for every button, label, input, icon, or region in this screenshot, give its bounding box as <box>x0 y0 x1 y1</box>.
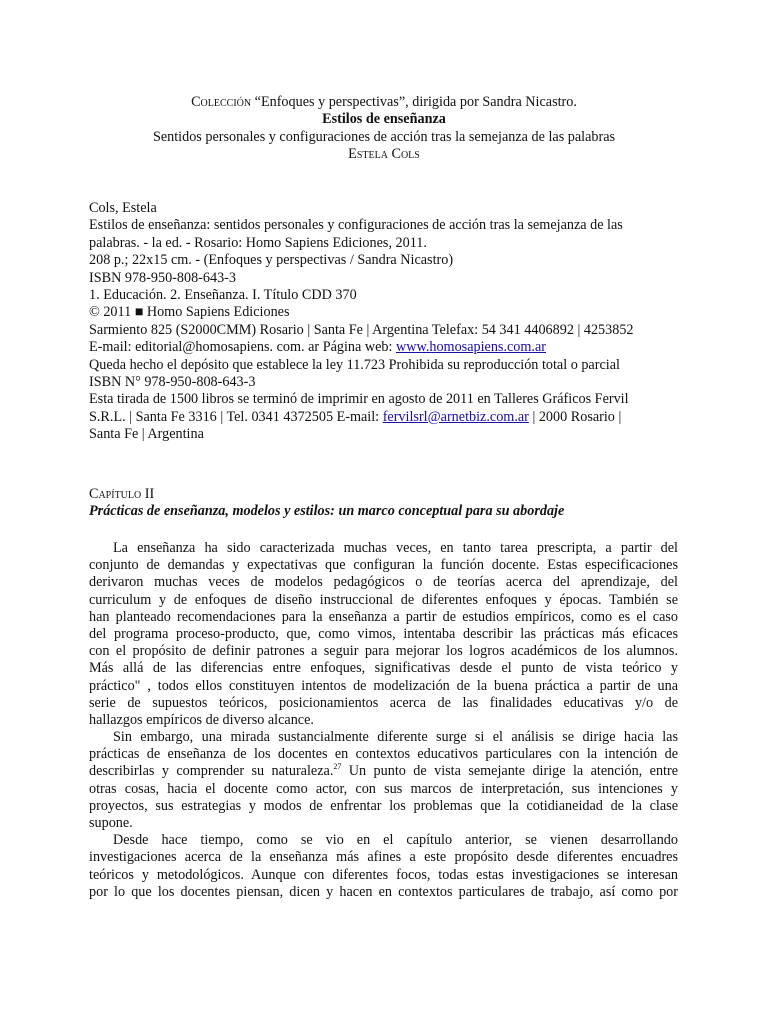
body-text-segment: Un punto de vista semejante dirige la atención, entre <box>341 763 679 780</box>
body-text-segment: describirlas y comprender su naturaleza. <box>89 763 334 780</box>
body-line: serie de supuestos teóricos, posicionamientos acerca de las finalidades educativas y/o de <box>89 694 678 711</box>
cip-line: ISBN N° 978-950-808-643-3 <box>89 374 256 391</box>
cip-line: Queda hecho el depósito que establece la ley 11.723 Prohibida su reproducción total o parcial <box>89 356 620 373</box>
chapter-label: Capítulo II <box>89 486 155 502</box>
cip-line: Cols, Estela <box>89 200 157 216</box>
body-line: conjunto de demandas y expectativas que configuran la función docente. Estas especificaciones <box>89 557 678 574</box>
cip-line <box>89 339 689 356</box>
book-author: Estela Cols <box>348 145 420 162</box>
book-subtitle: Sentidos personales y configuraciones de acción tras la semejanza de las palabras <box>152 128 616 145</box>
body-line: La enseñanza ha sido caracterizada muchas veces, en tanto tarea prescripta, a partir del <box>113 540 678 556</box>
collection-label: Colección <box>191 94 252 110</box>
body-line: han planteado recomendaciones para la enseñanza a partir de estudios empíricos, como es el caso <box>89 608 678 625</box>
body-line: Sin embargo, una mirada sustancialmente diferente surge si el análisis se dirige hacia las <box>113 729 678 746</box>
body-line: práctico" , todos ellos constituyen intentos de modelización de la buena práctica a partir de una <box>89 677 678 694</box>
website-link[interactable]: www.homosapiens.com.ar <box>396 339 546 356</box>
body-line: prácticas de enseñanza de los docentes en contextos educativos particulares con la intención de <box>89 746 678 763</box>
body-line: derivaron muchas veces de modelos pedagógicos o de teorías acerca del aprendizaje, del <box>89 574 678 591</box>
cip-line: Esta tirada de 1500 libros se terminó de imprimir en agosto de 2011 en Talleres Gráficos Fervil <box>89 391 629 408</box>
body-line: investigaciones acerca de la enseñanza más afines a este propósito desde diferentes encuadres <box>89 849 678 866</box>
body-line <box>89 763 678 780</box>
email-text: E-mail: editorial@homosapiens. com. ar Página web: <box>89 339 396 356</box>
book-title: Estilos de enseñanza <box>322 111 446 128</box>
cip-line: Estilos de enseñanza: sentidos personales y configuraciones de acción tras la semejanza de las <box>89 217 623 234</box>
collection-line <box>0 94 768 111</box>
footnote-marker[interactable]: 27 <box>333 762 342 772</box>
address-text: | 2000 Rosario | <box>528 408 622 425</box>
cip-line: palabras. - la ed. - Rosario: Homo Sapiens Ediciones, 2011. <box>89 234 427 251</box>
collection-text: “Enfoques y perspectivas”, dirigida por Sandra Nicastro. <box>251 94 577 110</box>
chapter-subtitle: Prácticas de enseñanza, modelos y estilos: un marco conceptual para su abordaje <box>89 503 565 520</box>
address-text: S.R.L. | Santa Fe 3316 | Tel. 0341 4372505 E-mail: <box>89 408 383 425</box>
cip-line: ISBN 978-950-808-643-3 <box>89 269 236 286</box>
body-line: por lo que los docentes piensan, dicen y hacen en contextos particulares de trabajo, así como por <box>89 883 678 900</box>
cip-line: 1. Educación. 2. Enseñanza. I. Título CDD 370 <box>89 287 357 304</box>
catalog-record <box>89 200 689 444</box>
cip-line: Santa Fe | Argentina <box>89 426 204 443</box>
body-line: Más allá de las diferencias entre enfoques, significativas desde el punto de vista teórico y <box>89 660 678 677</box>
body-line: Desde hace tiempo, como se vio en el capítulo anterior, se vienen desarrollando <box>113 832 678 849</box>
cip-line: 208 p.; 22x15 cm. - (Enfoques y perspectivas / Sandra Nicastro) <box>89 252 454 269</box>
body-line: teóricos y metodológicos. Aunque con diferentes focos, todas estas investigaciones se interesan <box>89 866 678 883</box>
cip-line: © 2011 ■ Homo Sapiens Ediciones <box>89 304 290 321</box>
body-line: otras cosas, hacia el docente como actor, con sus marcos de interpretación, sus intenciones y <box>89 780 678 797</box>
body-line: proyectos, sus estrategias y modos de enfrentar los problemas que la cotidianeidad de la clase <box>89 797 678 814</box>
cip-line <box>89 409 689 426</box>
body-line: hallazgos empíricos de diverso alcance. <box>89 711 314 728</box>
chapter-heading <box>89 486 689 521</box>
cip-line: Sarmiento 825 (S2000CMM) Rosario | Santa Fe | Argentina Telefax: 54 341 4406892 | 4253852 <box>89 321 634 338</box>
body-line: con el propósito de definir patrones a seguir para mejorar los logros académicos de los alumnos. <box>89 643 678 660</box>
title-block <box>0 94 768 163</box>
body-line: curriculum y de enfoques de diseño instruccional de diferentes enfoques y épocas. También se <box>89 591 678 608</box>
body-line: del programa proceso-producto, que, como vimos, intentaba describir las prácticas más eficaces <box>89 625 678 642</box>
body-line: supone. <box>89 815 133 831</box>
email-link[interactable]: fervilsrl@arnetbiz.com.ar <box>382 408 529 425</box>
body-paragraphs <box>89 540 678 901</box>
